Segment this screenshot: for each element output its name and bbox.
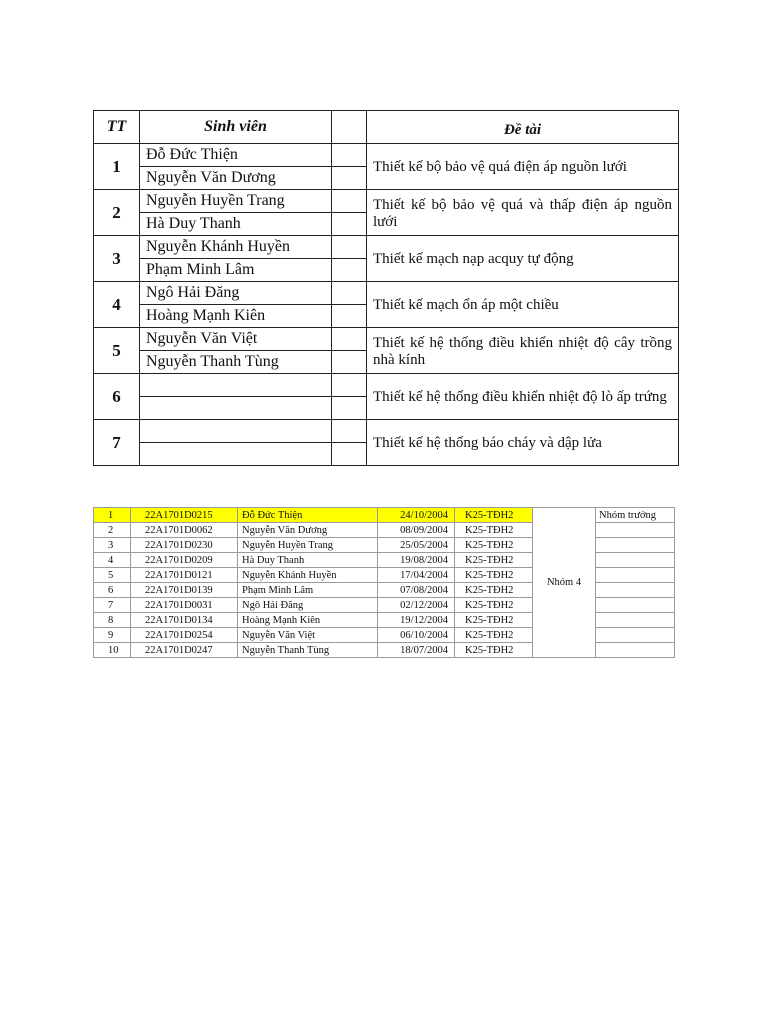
topic-title: Thiết kế bộ bảo vệ quá và thấp điện áp nguồn lưới [367,190,679,236]
student-class: K25-TĐH2 [455,523,533,538]
student-number: 7 [94,598,131,613]
blank-cell [332,420,367,443]
student-number: 3 [94,538,131,553]
student-id: 22A1701D0254 [131,628,238,643]
student-name-cell [140,420,332,443]
blank-cell [332,167,367,190]
topic-number: 7 [94,420,140,466]
header-de-tai: Đề tài [367,111,679,144]
student-name-cell: Đỗ Đức Thiện [140,144,332,167]
student-name: Đỗ Đức Thiện [238,508,378,523]
student-role [596,643,675,658]
topic-row [94,328,679,351]
topic-table-body [94,144,679,466]
topic-title: Thiết kế mạch ổn áp một chiều [367,282,679,328]
blank-cell [332,397,367,420]
header-sinh-vien: Sinh viên [140,111,332,144]
student-name-cell: Ngô Hải Đăng [140,282,332,305]
student-number: 10 [94,643,131,658]
student-role [596,583,675,598]
blank-cell [332,351,367,374]
student-list-body [94,508,675,658]
student-name-cell: Nguyễn Văn Việt [140,328,332,351]
topic-number: 4 [94,282,140,328]
student-name: Nguyễn Khánh Huyền [238,568,378,583]
student-name: Nguyễn Văn Việt [238,628,378,643]
student-id: 22A1701D0121 [131,568,238,583]
student-row [94,508,675,523]
student-name: Nguyễn Thanh Tùng [238,643,378,658]
student-number: 8 [94,613,131,628]
student-id: 22A1701D0031 [131,598,238,613]
student-role [596,613,675,628]
student-dob: 06/10/2004 [378,628,455,643]
student-dob: 08/09/2004 [378,523,455,538]
student-name-cell [140,397,332,420]
student-class: K25-TĐH2 [455,553,533,568]
topic-number: 2 [94,190,140,236]
student-class: K25-TĐH2 [455,508,533,523]
student-name-cell [140,374,332,397]
student-dob: 17/04/2004 [378,568,455,583]
blank-cell [332,282,367,305]
student-number: 9 [94,628,131,643]
student-name-cell: Nguyễn Văn Dương [140,167,332,190]
student-name: Phạm Minh Lâm [238,583,378,598]
student-name-cell: Hà Duy Thanh [140,213,332,236]
topic-assignment-table [93,110,679,466]
student-number: 4 [94,553,131,568]
blank-cell [332,443,367,466]
student-name: Nguyễn Huyền Trang [238,538,378,553]
student-id: 22A1701D0230 [131,538,238,553]
student-id: 22A1701D0134 [131,613,238,628]
student-name: Nguyễn Văn Dương [238,523,378,538]
student-role [596,568,675,583]
topic-title: Thiết kế hệ thống báo cháy và dập lửa [367,420,679,466]
student-name-cell: Hoàng Mạnh Kiên [140,305,332,328]
student-role [596,538,675,553]
blank-cell [332,236,367,259]
topic-title: Thiết kế hệ thống điều khiển nhiệt độ lò ấp trứng [367,374,679,420]
student-dob: 24/10/2004 [378,508,455,523]
student-role [596,628,675,643]
student-id: 22A1701D0215 [131,508,238,523]
student-number: 6 [94,583,131,598]
topic-title: Thiết kế bộ bảo vệ quá điện áp nguồn lưới [367,144,679,190]
student-id: 22A1701D0247 [131,643,238,658]
blank-cell [332,213,367,236]
student-class: K25-TĐH2 [455,598,533,613]
student-id: 22A1701D0139 [131,583,238,598]
student-role [596,553,675,568]
student-role [596,523,675,538]
topic-row [94,144,679,167]
student-name-cell [140,443,332,466]
student-number: 5 [94,568,131,583]
student-number: 1 [94,508,131,523]
student-name-cell: Phạm Minh Lâm [140,259,332,282]
group-name: Nhóm 4 [533,508,596,658]
student-dob: 25/05/2004 [378,538,455,553]
topic-title: Thiết kế hệ thống điều khiển nhiệt độ cây trồng nhà kính [367,328,679,374]
blank-cell [332,190,367,213]
topic-row [94,190,679,213]
topic-number: 1 [94,144,140,190]
student-role: Nhóm trưởng [596,508,675,523]
student-class: K25-TĐH2 [455,628,533,643]
student-class: K25-TĐH2 [455,613,533,628]
blank-cell [332,328,367,351]
topic-number: 6 [94,374,140,420]
topic-number: 5 [94,328,140,374]
header-blank-cell [332,111,367,144]
student-dob: 07/08/2004 [378,583,455,598]
student-dob: 19/08/2004 [378,553,455,568]
student-name: Ngô Hải Đăng [238,598,378,613]
student-dob: 19/12/2004 [378,613,455,628]
student-id: 22A1701D0209 [131,553,238,568]
student-id: 22A1701D0062 [131,523,238,538]
student-name-cell: Nguyễn Khánh Huyền [140,236,332,259]
student-number: 2 [94,523,131,538]
blank-cell [332,374,367,397]
topic-row [94,420,679,443]
blank-cell [332,305,367,328]
blank-cell [332,259,367,282]
topic-row [94,374,679,397]
topic-row [94,282,679,305]
topic-row [94,236,679,259]
student-name-cell: Nguyễn Huyền Trang [140,190,332,213]
student-name: Hà Duy Thanh [238,553,378,568]
topic-table-header-row [94,111,679,144]
student-role [596,598,675,613]
student-class: K25-TĐH2 [455,568,533,583]
student-dob: 02/12/2004 [378,598,455,613]
blank-cell [332,144,367,167]
student-class: K25-TĐH2 [455,583,533,598]
student-list-table [93,507,675,658]
topic-number: 3 [94,236,140,282]
student-name: Hoàng Mạnh Kiên [238,613,378,628]
student-class: K25-TĐH2 [455,538,533,553]
student-name-cell: Nguyễn Thanh Tùng [140,351,332,374]
student-dob: 18/07/2004 [378,643,455,658]
topic-title: Thiết kế mạch nạp acquy tự động [367,236,679,282]
header-tt: TT [94,111,140,144]
student-class: K25-TĐH2 [455,643,533,658]
